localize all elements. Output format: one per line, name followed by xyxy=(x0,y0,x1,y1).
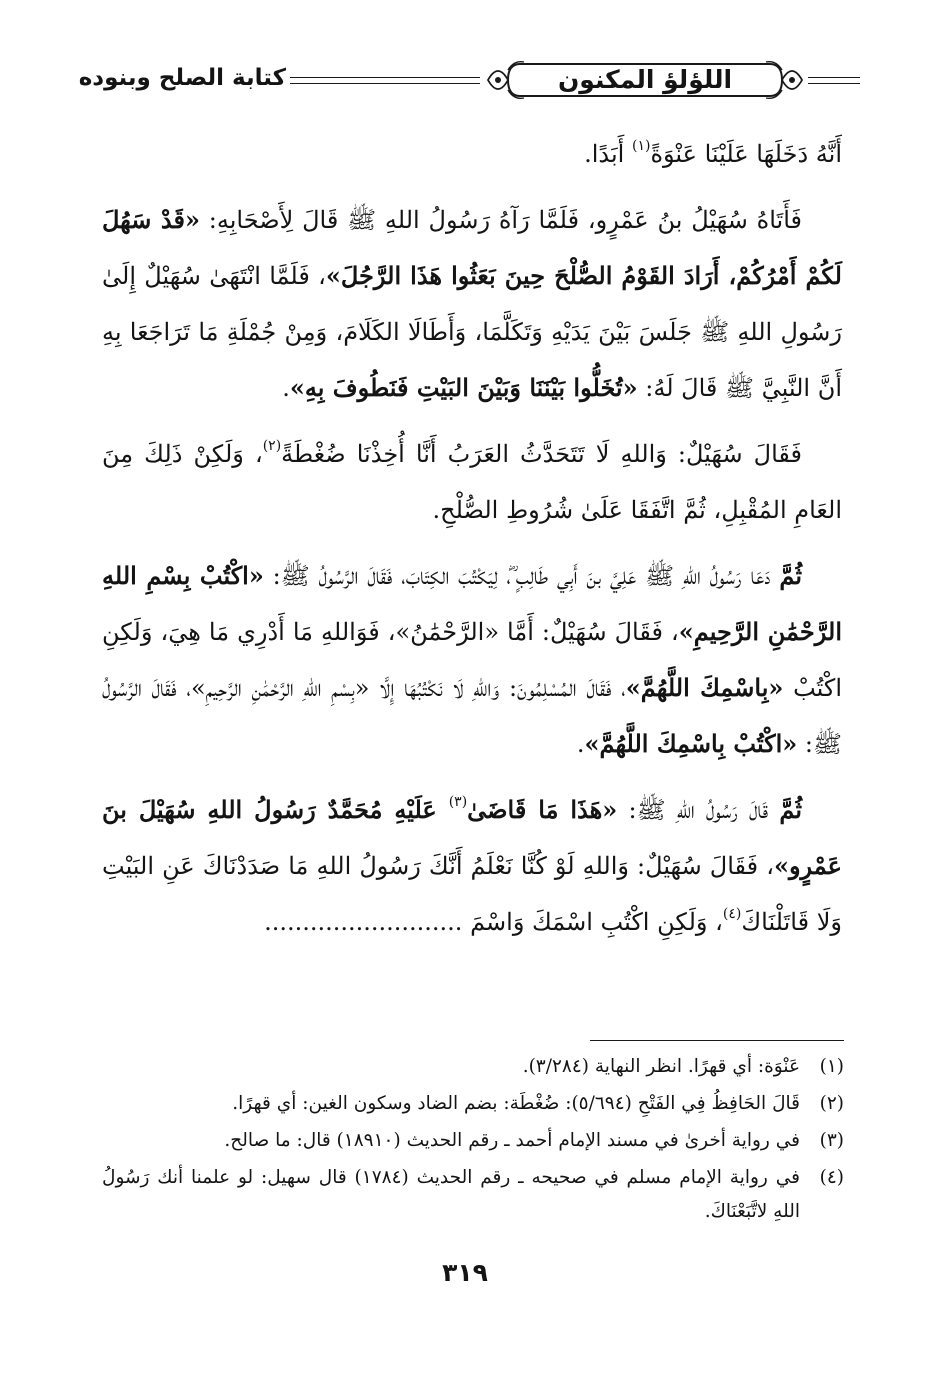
quote-text: «قَدْ سَهُلَ لَكُمْ أَمْرُكُمْ، أَرَادَ القَوْمُ الصُّلْحَ حِينَ بَعَثُوا هَذَا الرَّجُلَ» xyxy=(102,205,842,290)
footnote-item xyxy=(102,1161,844,1229)
text-segment: دَعَا رَسُولُ اللهِ ﷺ عَلِيَّ بنَ أَبِي طَالِبٍ ؓ، لِيَكْتُبَ الكِتَابَ، فَقَالَ الرَّسُولُ ﷺ: xyxy=(263,562,780,590)
book-title: اللؤلؤ المكنون xyxy=(557,65,733,94)
paragraph xyxy=(102,782,842,950)
text-segment: ، وَلَكِنِ اكْتُبِ اسْمَكَ وَاسْمَ xyxy=(462,908,723,936)
footnote-number: (١) xyxy=(819,1056,844,1077)
text-segment: ، فَقَالَ المُسْلِمُونَ: وَاللهِ لَا نَكْتُبُهَا إِلَّا «بِسْمِ اللهِ الرَّحْمَٰنِ الرَّحِيمِ»، فَقَالَ الرَّسُولُ ﷺ: xyxy=(102,674,842,758)
text-segment: . xyxy=(576,730,585,758)
footnote-item xyxy=(102,1050,844,1084)
paragraph xyxy=(102,126,842,182)
text-segment: أَنَّهُ دَخَلَهَا عَلَيْنَا عَنْوَةً xyxy=(650,140,842,168)
text-segment: ، فَقَالَ سُهَيْلٌ: أَمَّا «الرَّحْمَٰنُ»، فَوَاللهِ مَا أَدْرِي مَا هِيَ، وَلَكِنِ اكْتُبْ xyxy=(102,618,842,702)
text-segment: فَقَالَ سُهَيْلٌ: وَاللهِ لَا تَتَحَدَّثُ العَرَبُ أَنَّا أُخِذْنَا ضُغْطَةً xyxy=(281,440,802,468)
text-segment: فَأَتَاهُ سُهَيْلُ بنُ عَمْرٍو، فَلَمَّا رَآهُ رَسُولُ اللهِ ﷺ قَالَ لِأَصْحَابِهِ: xyxy=(199,206,802,234)
quote-text: ثُمَّ xyxy=(779,561,803,590)
quote-text: «تُخَلُّوا بَيْنَنَا وَبَيْنَ البَيْتِ فَنَطُوفَ بِهِ» xyxy=(289,373,638,402)
footnote-number: (٢) xyxy=(819,1093,844,1114)
footnote-text: قَالَ الحَافِظُ فِي الفَتْحِ (٥/٦٩٤): ضُغْطَة: بضم الضاد وسكون الغين: أي قهرًا. xyxy=(232,1093,800,1114)
text-segment: ، فَقَالَ سُهَيْلٌ: وَاللهِ لَوْ كُنَّا نَعْلَمُ أَنَّكَ رَسُولُ اللهِ مَا صَدَدْنَاكَ عَنِ البَيْتِ وَلَا قَاتَلْنَاكَ xyxy=(102,852,842,936)
text-segment: .......................... xyxy=(264,908,463,936)
text-segment: قَالَ رَسُولُ اللهِ ﷺ: xyxy=(617,796,780,824)
header-rule-right xyxy=(808,77,860,84)
footnote-item xyxy=(102,1087,844,1121)
quote-text: «بِاسْمِكَ اللَّهُمَّ» xyxy=(625,673,784,702)
quote-text: «اكْتُبْ بِسْمِ اللهِ الرَّحْمَٰنِ الرَّحِيمِ» xyxy=(102,561,842,646)
paragraph xyxy=(102,192,842,416)
text-segment: ، وَلَكِنْ ذَلِكَ مِنَ العَامِ المُقْبِلِ، ثُمَّ اتَّفَقَا عَلَىٰ شُرُوطِ الصُّلْحِ. xyxy=(102,440,842,524)
page-number: ٣١٩ xyxy=(442,1258,488,1287)
footnote-text: في رواية أخرىٰ في مسند الإمام أحمد ـ رقم الحديث (١٨٩١٠) قال: ما صالح. xyxy=(224,1130,800,1151)
quote-text: «اكْتُبْ بِاسْمِكَ اللَّهُمَّ» xyxy=(584,729,798,758)
running-header xyxy=(78,50,860,110)
chapter-title: كتابة الصلح وبنوده xyxy=(78,65,286,91)
quote-text: «هَذَا مَا قَاضَىٰ xyxy=(467,795,618,824)
footnote-number: (٣) xyxy=(819,1130,844,1151)
footnote-marker: (٣) xyxy=(448,794,468,810)
quote-text: عَلَيْهِ مُحَمَّدٌ رَسُولُ اللهِ سُهَيْلَ بنَ عَمْرٍو» xyxy=(102,795,842,880)
footnote-text: في رواية الإمام مسلم في صحيحه ـ رقم الحديث (١٧٨٤) قال سهيل: لو علمنا أنك رَسُولُ اللهِ لاتَّبَعْنَاكَ. xyxy=(102,1167,800,1222)
footnote-item xyxy=(102,1124,844,1158)
footnote-number: (٤) xyxy=(819,1167,844,1188)
text-segment: ، فَلَمَّا انْتَهَىٰ سُهَيْلٌ إِلَىٰ رَسُولِ اللهِ ﷺ جَلَسَ بَيْنَ يَدَيْهِ وَتَكَلَّمَا، وَأَطَالَا الكَلَامَ، وَمِنْ جُمْلَةِ مَا تَرَاجَعَا بِهِ أَنَّ النَّبِيَّ ﷺ قَالَ لَهُ: xyxy=(102,262,842,402)
footnote-marker: (١) xyxy=(631,138,651,154)
text-segment: أَبَدًا. xyxy=(584,140,632,168)
main-text xyxy=(102,126,842,960)
footnote-marker: (٢) xyxy=(262,438,282,454)
header-ornament-frame xyxy=(482,56,808,104)
header-rule-left xyxy=(290,77,480,84)
paragraph xyxy=(102,426,842,538)
paragraph xyxy=(102,548,842,772)
footnotes xyxy=(102,1050,844,1232)
footnote-text: عَنْوَة: أي قهرًا. انظر النهاية (٣/٢٨٤). xyxy=(522,1056,800,1077)
quote-text: ثُمَّ xyxy=(779,795,803,824)
text-segment: . xyxy=(282,374,290,402)
footnote-separator xyxy=(590,1040,844,1041)
footnote-marker: (٤) xyxy=(722,906,742,922)
